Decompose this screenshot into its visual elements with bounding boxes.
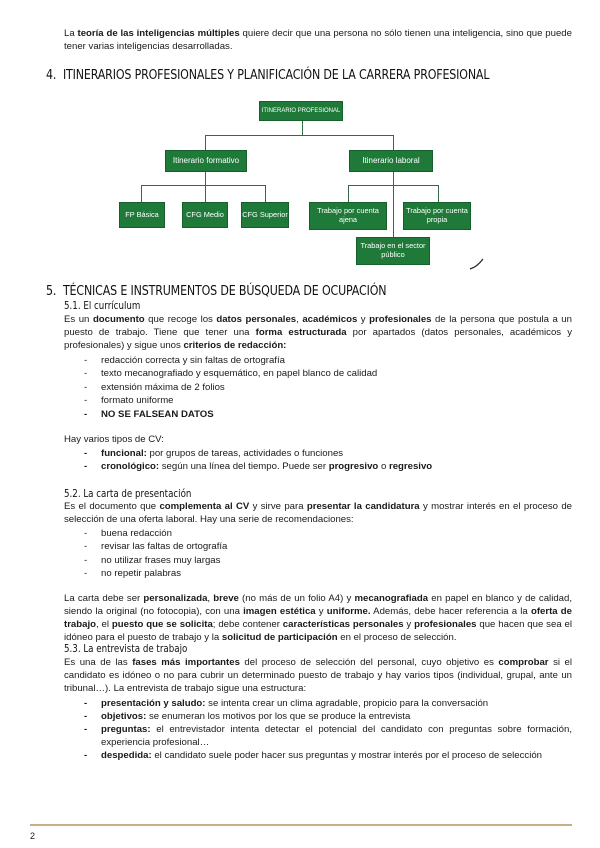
diagram-cfg-medio-box: CFG Medio (182, 202, 228, 228)
connector-line (141, 185, 265, 186)
cover-letter-requirements-paragraph: La carta debe ser personalizada, breve (no más de un folio A4) y mecanografiada en papel en blanco y de calidad, siendo la original (no fotocopia), con una imagen estética y uniforme. Además, debe hacer referencia a la oferta de trabajo, el puesto que se solicita; debe contener características personales y profesionales que hacen que sea el idóneo para el puesto de trabajo y la solicitud de participación en el proceso de selección. (64, 593, 572, 644)
diagram-laboral-box: Itinerario laboral (349, 150, 433, 172)
list-item: - revisar las faltas de ortografía (84, 540, 572, 553)
connector-line (265, 185, 266, 202)
diagram-cfg-superior-box: CFG Superior (241, 202, 289, 228)
cv-types-list (84, 447, 572, 473)
connector-line (302, 121, 303, 135)
list-item: - cronológico: según una línea del tiempo. Puede ser progresivo o regresivo (84, 460, 572, 473)
list-item: - extensión máxima de 2 folios (84, 381, 572, 394)
connector-line (393, 185, 394, 237)
cv-definition-paragraph: Es un documento que recoge los datos personales, académicos y profesionales de la persona que postula a un puesto de trabajo. Tiene que tener una forma estructurada por apartados (datos personales, académicos y profesionales) y sigue unos criterios de redacción: (64, 314, 573, 352)
connector-line (393, 172, 394, 185)
footer-rule (30, 824, 572, 826)
list-item: - buena redacción (84, 527, 572, 540)
connector-line (393, 135, 394, 150)
intro-paragraph: La teoría de las inteligencias múltiples quiere decir que una persona no sólo tienen una inteligencia, sino que puede tener varias inteligencias desarrolladas. (64, 28, 572, 53)
cover-letter-recommendations (84, 527, 572, 581)
connector-line (205, 135, 393, 136)
list-item: - funcional: por grupos de tareas, actividades o funciones (84, 447, 572, 460)
cv-types-intro: Hay varios tipos de CV: (64, 434, 164, 445)
page-number: 2 (30, 831, 36, 841)
list-item: - no utilizar frases muy largas (84, 554, 572, 567)
diagram-cuenta-ajena-box: Trabajo por cuenta ajena (309, 202, 387, 230)
pen-stroke-mark (468, 256, 488, 272)
list-item: - objetivos: se enumeran los motivos por los que se produce la entrevista (84, 710, 572, 723)
cover-letter-paragraph: Es el documento que complementa al CV y sirve para presentar la candidatura y mostrar interés en el proceso de selección de una oferta laboral. Hay una serie de recomendaciones: (64, 501, 572, 526)
subsection-5-2-heading: 5.2. La carta de presentación (64, 488, 192, 500)
connector-line (205, 135, 206, 150)
list-item: - despedida: el candidato suele poder hacer sus preguntas y mostrar interés por el proceso de selección (84, 749, 572, 762)
list-item: - no repetir palabras (84, 567, 572, 580)
list-item: - formato uniforme (84, 394, 572, 407)
subsection-5-1-heading: 5.1. El currículum (64, 300, 141, 312)
diagram-cuenta-propia-box: Trabajo por cuenta propia (403, 202, 471, 230)
section-4-heading: 4. ITINERARIOS PROFESIONALES Y PLANIFICACIÓN DE LA CARRERA PROFESIONAL (46, 67, 490, 83)
connector-line (438, 185, 439, 202)
connector-line (205, 172, 206, 185)
diagram-formativo-box: Itinerario formativo (165, 150, 247, 172)
cv-criteria-list (84, 354, 572, 421)
list-item: - texto mecanografiado y esquemático, en papel blanco de calidad (84, 367, 572, 380)
connector-line (141, 185, 142, 202)
diagram-fp-basica-box: FP Básica (119, 202, 165, 228)
list-item: - presentación y saludo: se intenta crear un clima agradable, propicio para la conversación (84, 697, 572, 710)
diagram-sector-publico-box: Trabajo en el sector público (356, 237, 430, 265)
diagram-root-box: ITINERARIO PROFESIONAL (259, 101, 343, 121)
list-item: - preguntas: el entrevistador intenta detectar el potencial del candidato con preguntas sobre formación, experiencia profesional… (84, 723, 572, 749)
connector-line (205, 185, 206, 202)
subsection-5-3-heading: 5.3. La entrevista de trabajo (64, 643, 188, 655)
interview-phases-list (84, 697, 572, 762)
section-5-heading: 5. TÉCNICAS E INSTRUMENTOS DE BÚSQUEDA DE OCUPACIÓN (46, 283, 387, 299)
connector-line (348, 185, 349, 202)
interview-paragraph: Es una de las fases más importantes del proceso de selección del personal, cuyo objetivo es comprobar si el candidato es idóneo o no para cubrir un determinado puesto de trabajo y hay varios tipos (individual, grupal, ante un tribunal…). La entrevista de trabajo sigue una estructura: (64, 657, 572, 695)
list-item: - NO SE FALSEAN DATOS (84, 408, 572, 421)
list-item: - redacción correcta y sin faltas de ortografía (84, 354, 572, 367)
